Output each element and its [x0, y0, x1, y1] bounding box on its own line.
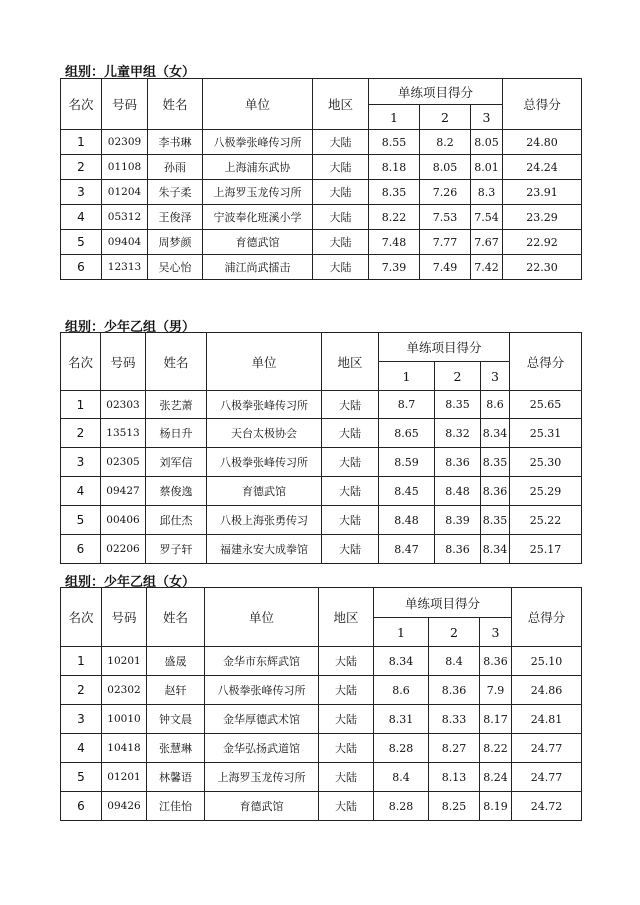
total-cell: 24.72 — [512, 792, 582, 821]
rank-cell: 2 — [61, 676, 102, 705]
table-row — [61, 180, 582, 205]
score-1-cell: 8.4 — [374, 763, 429, 792]
header-number: 号码 — [102, 588, 147, 647]
unit-cell: 金华厚德武术馆 — [205, 705, 319, 734]
header-rank: 名次 — [61, 79, 102, 130]
total-cell: 24.86 — [512, 676, 582, 705]
score-1-cell: 7.39 — [369, 255, 420, 280]
unit-cell: 育德武馆 — [203, 230, 313, 255]
number-cell: 09426 — [102, 792, 147, 821]
score-2-cell: 8.35 — [435, 391, 481, 419]
header-score-1: 1 — [374, 618, 429, 647]
number-cell: 10010 — [102, 705, 147, 734]
header-event-scores: 单练项目得分 — [369, 79, 503, 105]
header-name: 姓名 — [148, 79, 203, 130]
score-2-cell: 7.77 — [420, 230, 471, 255]
score-3-cell: 8.17 — [480, 705, 512, 734]
region-cell: 大陆 — [313, 205, 369, 230]
score-1-cell: 8.31 — [374, 705, 429, 734]
header-total: 总得分 — [510, 333, 582, 391]
region-cell: 大陆 — [313, 130, 369, 155]
score-3-cell: 8.24 — [480, 763, 512, 792]
unit-cell: 八极上海张勇传习 — [207, 506, 322, 535]
results-table — [60, 587, 582, 821]
unit-cell: 育德武馆 — [207, 477, 322, 506]
rank-cell: 4 — [61, 477, 101, 506]
region-cell: 大陆 — [313, 180, 369, 205]
name-cell: 李书琳 — [148, 130, 203, 155]
score-2-cell: 7.53 — [420, 205, 471, 230]
score-3-cell: 7.54 — [471, 205, 503, 230]
number-cell: 02302 — [102, 676, 147, 705]
total-cell: 25.31 — [510, 419, 582, 448]
table-row — [61, 763, 582, 792]
header-score-1: 1 — [379, 362, 435, 391]
name-cell: 林馨语 — [147, 763, 205, 792]
name-cell: 钟文晨 — [147, 705, 205, 734]
score-2-cell: 8.27 — [429, 734, 480, 763]
number-cell: 10418 — [102, 734, 147, 763]
unit-cell: 八极拳张峰传习所 — [207, 391, 322, 419]
header-number: 号码 — [101, 333, 146, 391]
header-unit: 单位 — [203, 79, 313, 130]
header-total: 总得分 — [512, 588, 582, 647]
name-cell: 罗子轩 — [146, 535, 207, 564]
score-3-cell: 7.9 — [480, 676, 512, 705]
total-cell: 24.77 — [512, 734, 582, 763]
rank-cell: 1 — [61, 391, 101, 419]
score-3-cell: 8.36 — [481, 477, 510, 506]
name-cell: 吴心怡 — [148, 255, 203, 280]
name-cell: 邱仕杰 — [146, 506, 207, 535]
table-row — [61, 535, 582, 564]
header-region: 地区 — [313, 79, 369, 130]
number-cell: 02303 — [101, 391, 146, 419]
unit-cell: 八极拳张峰传习所 — [205, 676, 319, 705]
score-2-cell: 8.25 — [429, 792, 480, 821]
header-number: 号码 — [102, 79, 148, 130]
name-cell: 赵轩 — [147, 676, 205, 705]
number-cell: 00406 — [101, 506, 146, 535]
score-3-cell: 8.05 — [471, 130, 503, 155]
total-cell: 25.10 — [512, 647, 582, 676]
region-cell: 大陆 — [319, 763, 374, 792]
unit-cell: 金华弘扬武道馆 — [205, 734, 319, 763]
header-score-3: 3 — [481, 362, 510, 391]
unit-cell: 天台太极协会 — [207, 419, 322, 448]
name-cell: 张艺萧 — [146, 391, 207, 419]
score-2-cell: 8.32 — [435, 419, 481, 448]
table-row — [61, 255, 582, 280]
rank-cell: 1 — [61, 647, 102, 676]
rank-cell: 2 — [61, 419, 101, 448]
rank-cell: 6 — [61, 535, 101, 564]
unit-cell: 上海罗玉龙传习所 — [203, 180, 313, 205]
region-cell: 大陆 — [313, 255, 369, 280]
total-cell: 25.29 — [510, 477, 582, 506]
score-3-cell: 8.22 — [480, 734, 512, 763]
total-cell: 24.24 — [503, 155, 582, 180]
unit-cell: 上海浦东武协 — [203, 155, 313, 180]
rank-cell: 3 — [61, 180, 102, 205]
name-cell: 周梦颜 — [148, 230, 203, 255]
total-cell: 23.91 — [503, 180, 582, 205]
score-1-cell: 8.48 — [379, 506, 435, 535]
name-cell: 刘军信 — [146, 448, 207, 477]
number-cell: 13513 — [101, 419, 146, 448]
results-table — [60, 332, 582, 564]
score-3-cell: 8.36 — [480, 647, 512, 676]
results-table — [60, 78, 582, 280]
score-2-cell: 8.48 — [435, 477, 481, 506]
score-1-cell: 8.45 — [379, 477, 435, 506]
group-title: 组别：儿童甲组（女） — [65, 65, 196, 80]
region-cell: 大陆 — [322, 419, 379, 448]
rank-cell: 2 — [61, 155, 102, 180]
table-row — [61, 130, 582, 155]
header-score-2: 2 — [435, 362, 481, 391]
rank-cell: 4 — [61, 205, 102, 230]
score-1-cell: 8.34 — [374, 647, 429, 676]
name-cell: 盛晟 — [147, 647, 205, 676]
number-cell: 01108 — [102, 155, 148, 180]
region-cell: 大陆 — [319, 734, 374, 763]
score-1-cell: 8.65 — [379, 419, 435, 448]
unit-cell: 上海罗玉龙传习所 — [205, 763, 319, 792]
region-cell: 大陆 — [319, 705, 374, 734]
unit-cell: 育德武馆 — [205, 792, 319, 821]
score-3-cell: 7.67 — [471, 230, 503, 255]
group-title: 组别：少年乙组（男） — [65, 320, 196, 335]
header-name: 姓名 — [147, 588, 205, 647]
total-cell: 24.77 — [512, 763, 582, 792]
number-cell: 02309 — [102, 130, 148, 155]
total-cell: 25.30 — [510, 448, 582, 477]
score-1-cell: 8.59 — [379, 448, 435, 477]
table-row — [61, 477, 582, 506]
unit-cell: 福建永安大成拳馆 — [207, 535, 322, 564]
table-row — [61, 391, 582, 419]
score-2-cell: 8.05 — [420, 155, 471, 180]
name-cell: 孙雨 — [148, 155, 203, 180]
header-score-2: 2 — [420, 105, 471, 130]
unit-cell: 金华市东辉武馆 — [205, 647, 319, 676]
number-cell: 05312 — [102, 205, 148, 230]
table-row — [61, 205, 582, 230]
rank-cell: 5 — [61, 763, 102, 792]
table-row — [61, 734, 582, 763]
table-row — [61, 448, 582, 477]
header-region: 地区 — [319, 588, 374, 647]
region-cell: 大陆 — [319, 676, 374, 705]
name-cell: 朱子柔 — [148, 180, 203, 205]
region-cell: 大陆 — [322, 477, 379, 506]
number-cell: 01204 — [102, 180, 148, 205]
score-3-cell: 7.42 — [471, 255, 503, 280]
score-1-cell: 7.48 — [369, 230, 420, 255]
table-row — [61, 230, 582, 255]
number-cell: 12313 — [102, 255, 148, 280]
header-rank: 名次 — [61, 333, 101, 391]
rank-cell: 1 — [61, 130, 102, 155]
region-cell: 大陆 — [319, 647, 374, 676]
header-event-scores: 单练项目得分 — [374, 588, 512, 618]
rank-cell: 6 — [61, 255, 102, 280]
table-row — [61, 419, 582, 448]
score-2-cell: 8.2 — [420, 130, 471, 155]
header-score-2: 2 — [429, 618, 480, 647]
name-cell: 江佳怡 — [147, 792, 205, 821]
table-row — [61, 676, 582, 705]
score-3-cell: 8.34 — [481, 419, 510, 448]
number-cell: 09404 — [102, 230, 148, 255]
rank-cell: 5 — [61, 230, 102, 255]
rank-cell: 6 — [61, 792, 102, 821]
score-2-cell: 7.49 — [420, 255, 471, 280]
score-3-cell: 8.35 — [481, 506, 510, 535]
header-score-3: 3 — [471, 105, 503, 130]
score-2-cell: 8.36 — [435, 448, 481, 477]
region-cell: 大陆 — [322, 506, 379, 535]
total-cell: 24.81 — [512, 705, 582, 734]
rank-cell: 4 — [61, 734, 102, 763]
score-2-cell: 8.36 — [429, 676, 480, 705]
score-2-cell: 8.39 — [435, 506, 481, 535]
score-1-cell: 8.28 — [374, 734, 429, 763]
rank-cell: 3 — [61, 705, 102, 734]
header-total: 总得分 — [503, 79, 582, 130]
unit-cell: 八极拳张峰传习所 — [207, 448, 322, 477]
header-rank: 名次 — [61, 588, 102, 647]
number-cell: 01201 — [102, 763, 147, 792]
score-3-cell: 8.3 — [471, 180, 503, 205]
region-cell: 大陆 — [322, 448, 379, 477]
total-cell: 23.29 — [503, 205, 582, 230]
total-cell: 25.17 — [510, 535, 582, 564]
score-3-cell: 8.34 — [481, 535, 510, 564]
table-row — [61, 647, 582, 676]
header-score-1: 1 — [369, 105, 420, 130]
unit-cell: 八极拳张峰传习所 — [203, 130, 313, 155]
total-cell: 22.92 — [503, 230, 582, 255]
score-2-cell: 7.26 — [420, 180, 471, 205]
score-1-cell: 8.22 — [369, 205, 420, 230]
header-event-scores: 单练项目得分 — [379, 333, 510, 362]
header-unit: 单位 — [207, 333, 322, 391]
score-2-cell: 8.13 — [429, 763, 480, 792]
score-3-cell: 8.01 — [471, 155, 503, 180]
header-region: 地区 — [322, 333, 379, 391]
total-cell: 25.22 — [510, 506, 582, 535]
score-1-cell: 8.7 — [379, 391, 435, 419]
table-row — [61, 792, 582, 821]
table-row — [61, 155, 582, 180]
region-cell: 大陆 — [313, 230, 369, 255]
rank-cell: 3 — [61, 448, 101, 477]
region-cell: 大陆 — [322, 391, 379, 419]
name-cell: 蔡俊逸 — [146, 477, 207, 506]
name-cell: 杨日升 — [146, 419, 207, 448]
score-1-cell: 8.28 — [374, 792, 429, 821]
number-cell: 10201 — [102, 647, 147, 676]
unit-cell: 宁波奉化班溪小学 — [203, 205, 313, 230]
score-3-cell: 8.6 — [481, 391, 510, 419]
score-1-cell: 8.18 — [369, 155, 420, 180]
total-cell: 22.30 — [503, 255, 582, 280]
score-2-cell: 8.33 — [429, 705, 480, 734]
score-1-cell: 8.47 — [379, 535, 435, 564]
score-3-cell: 8.35 — [481, 448, 510, 477]
unit-cell: 浦江尚武擂击 — [203, 255, 313, 280]
header-name: 姓名 — [146, 333, 207, 391]
region-cell: 大陆 — [322, 535, 379, 564]
region-cell: 大陆 — [319, 792, 374, 821]
header-unit: 单位 — [205, 588, 319, 647]
table-row — [61, 705, 582, 734]
total-cell: 24.80 — [503, 130, 582, 155]
number-cell: 09427 — [101, 477, 146, 506]
score-3-cell: 8.19 — [480, 792, 512, 821]
name-cell: 张慧琳 — [147, 734, 205, 763]
number-cell: 02206 — [101, 535, 146, 564]
score-2-cell: 8.36 — [435, 535, 481, 564]
score-1-cell: 8.35 — [369, 180, 420, 205]
group-title: 组别：少年乙组（女） — [65, 575, 196, 590]
name-cell: 王俊泽 — [148, 205, 203, 230]
number-cell: 02305 — [101, 448, 146, 477]
header-score-3: 3 — [480, 618, 512, 647]
score-1-cell: 8.55 — [369, 130, 420, 155]
score-1-cell: 8.6 — [374, 676, 429, 705]
rank-cell: 5 — [61, 506, 101, 535]
table-row — [61, 506, 582, 535]
score-2-cell: 8.4 — [429, 647, 480, 676]
region-cell: 大陆 — [313, 155, 369, 180]
total-cell: 25.65 — [510, 391, 582, 419]
